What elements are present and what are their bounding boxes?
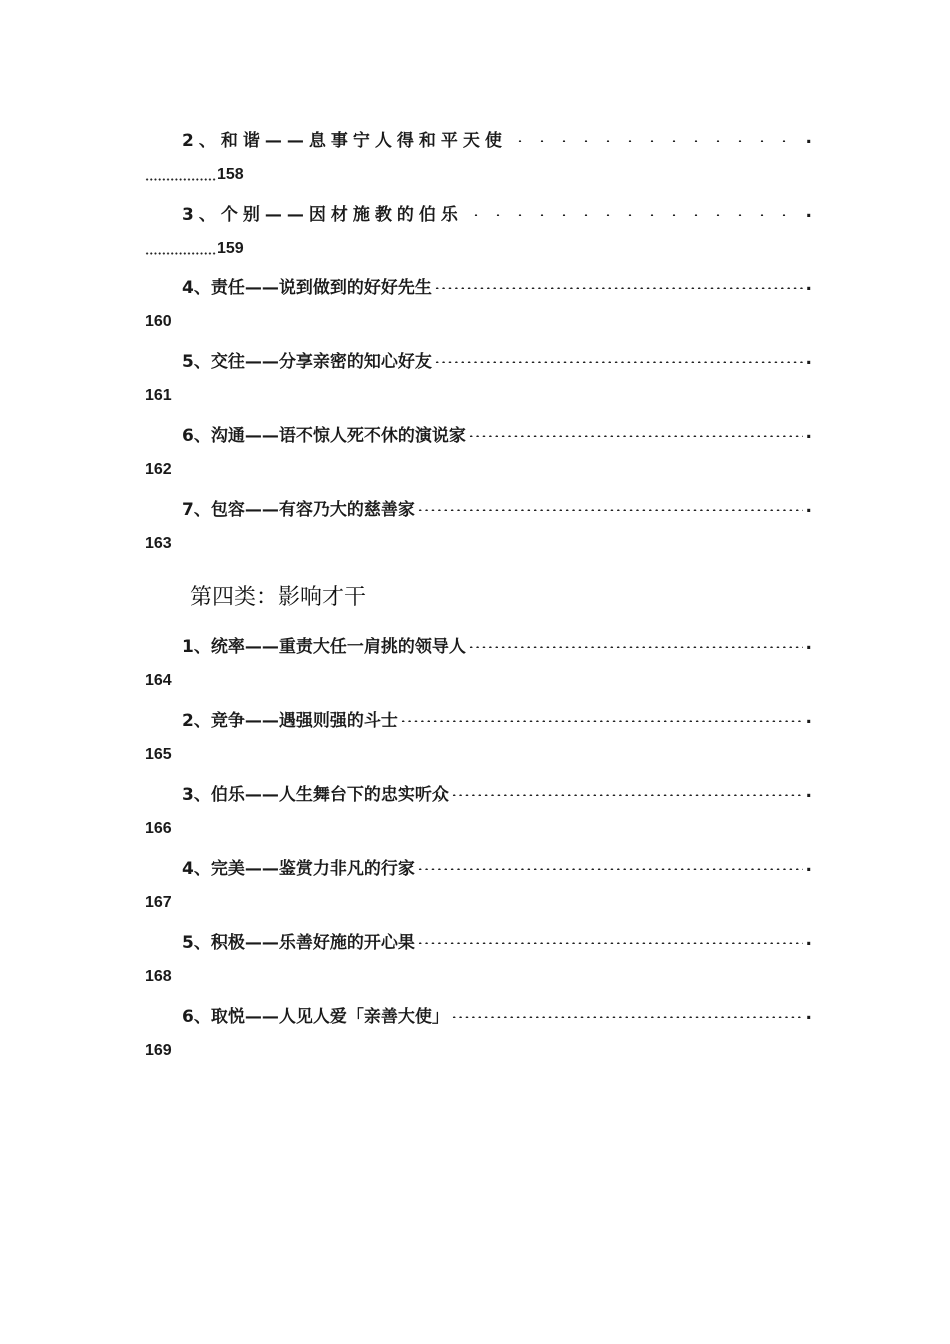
- dot-leader: [509, 140, 803, 142]
- toc-page-number: 163: [145, 535, 172, 552]
- leader-end-dot: .: [805, 497, 812, 517]
- toc-entry[interactable]: [182, 1000, 812, 1028]
- toc-page-number-line: [145, 817, 172, 841]
- leader-end-dot: .: [805, 128, 812, 148]
- toc-entry[interactable]: [182, 852, 812, 880]
- toc-page-number-line: [145, 237, 244, 261]
- toc-entry-title: 1、统率——重责大任一肩挑的领导人: [182, 636, 466, 657]
- toc-page-number: 165: [145, 746, 172, 763]
- leader-end-dot: .: [805, 1004, 812, 1024]
- leader-end-dot: .: [805, 708, 812, 728]
- toc-page-number: 168: [145, 968, 172, 985]
- toc-page-number: 159: [217, 240, 244, 257]
- dot-leader: [434, 361, 803, 363]
- dot-leader: [451, 794, 803, 796]
- toc-entry-title: 2、和谐——息事宁人得和平天使: [182, 130, 507, 151]
- toc-page-number: 158: [217, 166, 244, 183]
- toc-page-number: 161: [145, 387, 172, 404]
- toc-entry-title: 6、沟通——语不惊人死不休的演说家: [182, 425, 466, 446]
- toc-entry-title: 5、积极——乐善好施的开心果: [182, 932, 415, 953]
- page-dot-leader: [145, 178, 217, 181]
- toc-page-number-line: [145, 965, 172, 989]
- toc-entry-title: 7、包容——有容乃大的慈善家: [182, 499, 415, 520]
- toc-entry[interactable]: [182, 493, 812, 521]
- leader-end-dot: .: [805, 782, 812, 802]
- toc-entry-title: 5、交往——分享亲密的知心好友: [182, 351, 432, 372]
- leader-end-dot: .: [805, 634, 812, 654]
- toc-page-number: 164: [145, 672, 172, 689]
- leader-end-dot: .: [805, 202, 812, 222]
- page-dot-leader: [145, 252, 217, 255]
- toc-page-number-line: [145, 1039, 172, 1063]
- toc-entry[interactable]: [182, 778, 812, 806]
- toc-page-number-line: [145, 891, 172, 915]
- toc-page-number-line: [145, 384, 172, 408]
- toc-page-number: 169: [145, 1042, 172, 1059]
- dot-leader: [417, 868, 803, 870]
- dot-leader: [400, 720, 803, 722]
- dot-leader: [468, 646, 803, 648]
- toc-entry-title: 4、责任——说到做到的好好先生: [182, 277, 432, 298]
- section-heading: 第四类：影响才干: [190, 584, 367, 610]
- toc-page-number-line: [145, 532, 172, 556]
- toc-entry-title: 4、完美——鉴赏力非凡的行家: [182, 858, 415, 879]
- dot-leader: [451, 1016, 803, 1018]
- toc-entry[interactable]: [182, 704, 812, 732]
- toc-entry-title: 6、取悦——人见人爱「亲善大使」: [182, 1006, 449, 1027]
- toc-page-number: 160: [145, 313, 172, 330]
- toc-entry[interactable]: [182, 124, 812, 152]
- leader-end-dot: .: [805, 275, 812, 295]
- toc-page-number: 162: [145, 461, 172, 478]
- toc-entry[interactable]: [182, 198, 812, 226]
- toc-entry[interactable]: [182, 419, 812, 447]
- toc-entry[interactable]: [182, 345, 812, 373]
- toc-page-number-line: [145, 163, 244, 187]
- dot-leader: [417, 509, 803, 511]
- dot-leader: [465, 214, 803, 216]
- toc-page-number: 167: [145, 894, 172, 911]
- leader-end-dot: .: [805, 930, 812, 950]
- dot-leader: [417, 942, 803, 944]
- toc-page-number-line: [145, 310, 172, 334]
- toc-entry[interactable]: [182, 271, 812, 299]
- toc-page-number-line: [145, 458, 172, 482]
- toc-page-number-line: [145, 669, 172, 693]
- toc-entry-title: 3、伯乐——人生舞台下的忠实听众: [182, 784, 449, 805]
- toc-page-number: 166: [145, 820, 172, 837]
- toc-entry-title: 2、竞争——遇强则强的斗士: [182, 710, 398, 731]
- leader-end-dot: .: [805, 349, 812, 369]
- leader-end-dot: .: [805, 856, 812, 876]
- leader-end-dot: .: [805, 423, 812, 443]
- toc-page-number-line: [145, 743, 172, 767]
- toc-entry-title: 3、个别——因材施教的伯乐: [182, 204, 463, 225]
- dot-leader: [434, 287, 803, 289]
- dot-leader: [468, 435, 803, 437]
- toc-entry[interactable]: [182, 630, 812, 658]
- toc-entry[interactable]: [182, 926, 812, 954]
